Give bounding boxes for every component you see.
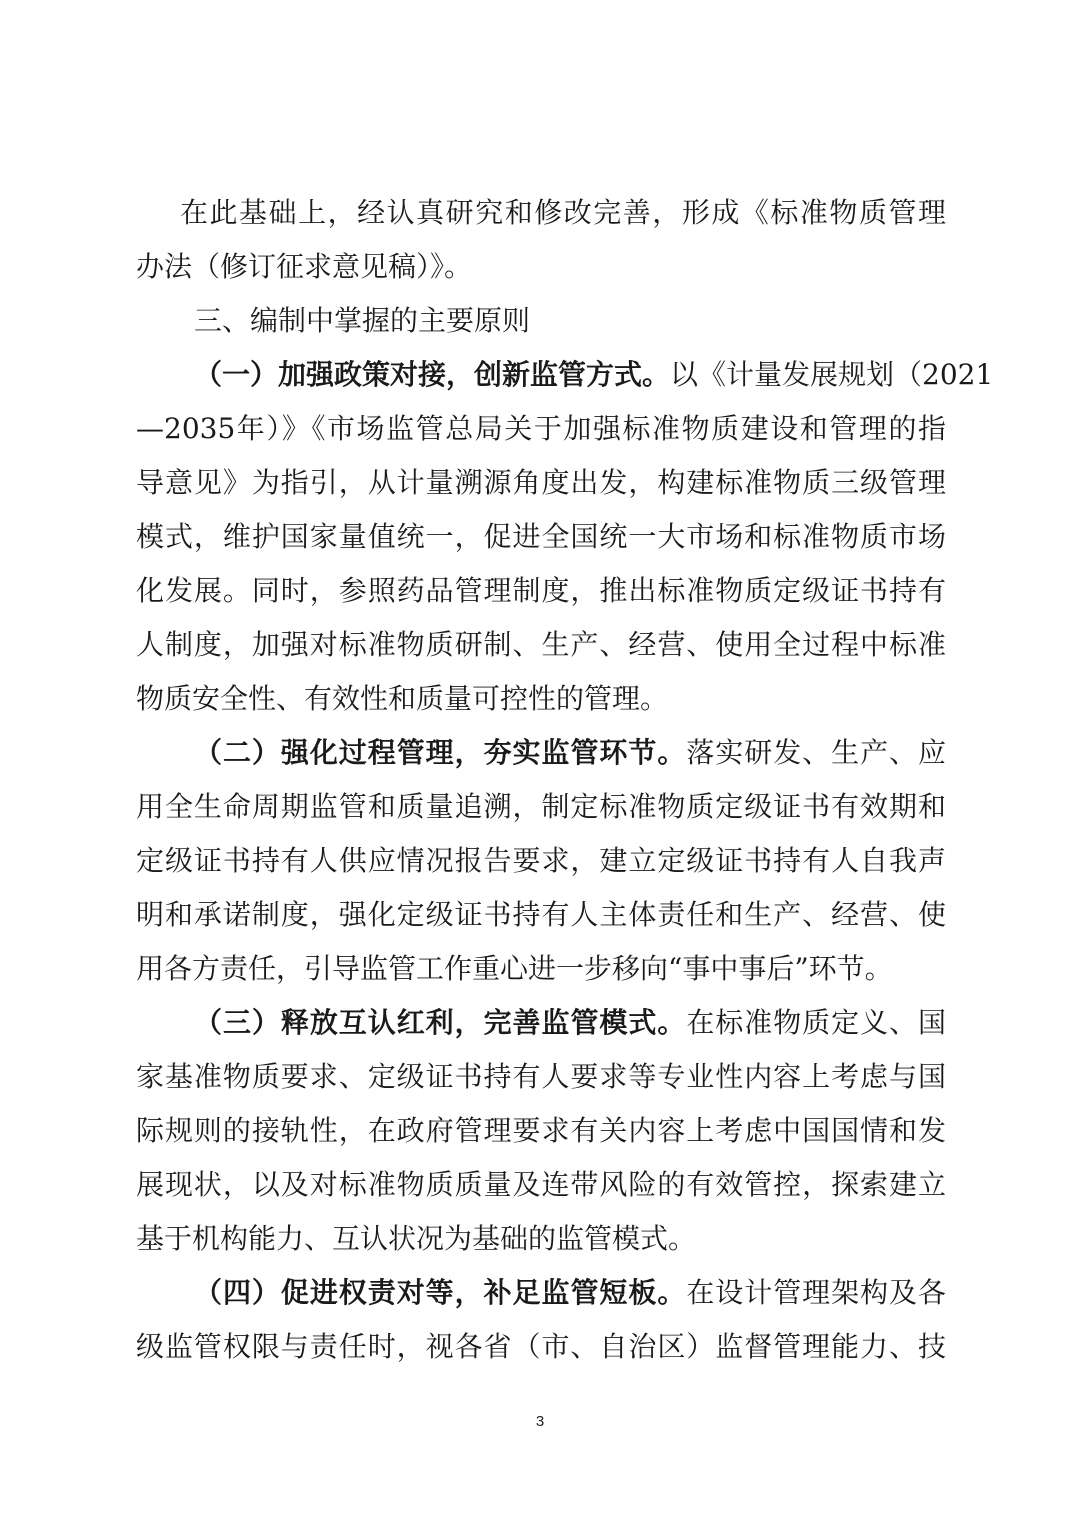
paragraph-line: —2035年）》《市场监管总局关于加强标准物质建设和管理的指 [136,412,946,445]
paragraph-line: 导意见》为指引，从计量溯源角度出发，构建标准物质三级管理 [136,466,946,499]
paragraph-line: 模式，维护国家量值统一，促进全国统一大市场和标准物质市场 [136,520,946,553]
item-2-first-line [136,726,946,780]
paragraph-line: 在此基础上，经认真研究和修改完善，形成《标准物质管理 [180,196,946,229]
item-2-first-line-text: 落实研发、生产、应 [686,736,946,769]
item-3-heading: （三）释放互认红利，完善监管模式。 [194,1006,687,1039]
page-number: 3 [535,1413,545,1430]
paragraph-line: 化发展。同时，参照药品管理制度，推出标准物质定级证书持有 [136,574,946,607]
paragraph-line: 际规则的接轨性，在政府管理要求有关内容上考虑中国国情和发 [136,1114,946,1147]
item-1-first-line-text: 以《计量发展规划（2021 [670,358,994,391]
paragraph-line: 明和承诺制度，强化定级证书持有人主体责任和生产、经营、使 [136,898,946,931]
item-4-first-line [136,1266,946,1320]
paragraph-line: 办法（修订征求意见稿）》。 [136,250,473,283]
section-heading-text: 三、编制中掌握的主要原则 [194,304,531,337]
item-3-first-line-text: 在标准物质定义、国 [686,1006,946,1039]
item-3-first-line [136,996,946,1050]
paragraph-line: 物质安全性、有效性和质量可控性的管理。 [136,682,669,715]
paragraph-line: 级监管权限与责任时，视各省（市、自治区）监督管理能力、技 [136,1330,946,1363]
document-body [136,186,994,1374]
item-4-heading: （四）促进权责对等，补足监管短板。 [194,1276,687,1309]
paragraph-line: 家基准物质要求、定级证书持有人要求等专业性内容上考虑与国 [136,1060,946,1093]
item-4-first-line-text: 在设计管理架构及各 [686,1276,946,1309]
paragraph-line: 定级证书持有人供应情况报告要求，建立定级证书持有人自我声 [136,844,946,877]
paragraph-line: 人制度，加强对标准物质研制、生产、经营、使用全过程中标准 [136,628,946,661]
paragraph-line: 用各方责任，引导监管工作重心进一步移向“事中事后”环节。 [136,952,893,985]
item-1-heading: （一）加强政策对接，创新监管方式。 [194,358,671,391]
paragraph-line: 展现状，以及对标准物质质量及连带风险的有效管控，探索建立 [136,1168,946,1201]
item-1-first-line [136,348,994,402]
paragraph-line: 用全生命周期监管和质量追溯，制定标准物质定级证书有效期和 [136,790,946,823]
paragraph-line: 基于机构能力、互认状况为基础的监管模式。 [136,1222,697,1255]
section-heading [136,294,946,348]
item-2-heading: （二）强化过程管理，夯实监管环节。 [194,736,687,769]
